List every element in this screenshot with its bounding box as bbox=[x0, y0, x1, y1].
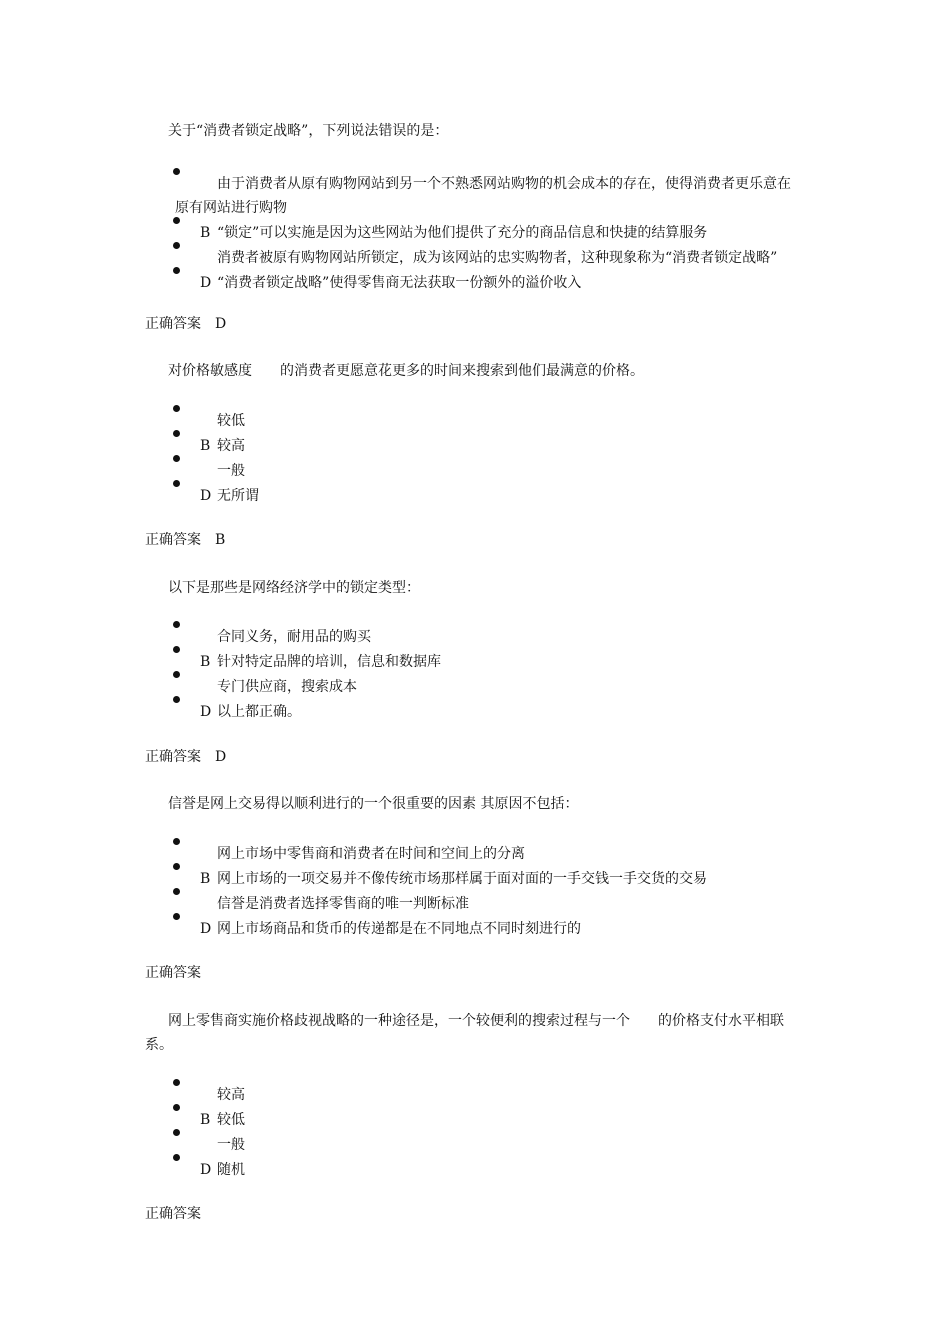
question-1-text: 关于“消费者锁定战略”，下列说法错误的是： bbox=[168, 123, 449, 139]
option-text: 较高 bbox=[217, 438, 245, 454]
bullet-icon bbox=[173, 168, 180, 175]
question-4-options bbox=[0, 842, 950, 942]
answer-value: D bbox=[215, 316, 227, 332]
answer-label: 正确答案 bbox=[145, 1206, 201, 1222]
answer-label: 正确答案 bbox=[145, 749, 201, 765]
option-item bbox=[0, 867, 950, 892]
question-2-text: 对价格敏感度 的消费者更愿意花更多的时间来搜索到他们最满意的价格。 bbox=[168, 363, 644, 379]
bullet-icon bbox=[173, 696, 180, 703]
bullet-icon bbox=[173, 671, 180, 678]
bullet-icon bbox=[173, 242, 180, 249]
bullet-icon bbox=[173, 217, 180, 224]
option-text: 一般 bbox=[217, 463, 245, 479]
option-text-line1: 由于消费者从原有购物网站到另一个不熟悉网站购物的机会成本的存在，使得消费者更乐意在 bbox=[217, 176, 791, 192]
option-item bbox=[0, 221, 950, 246]
option-text: 较高 bbox=[217, 1087, 245, 1103]
option-item bbox=[0, 650, 950, 675]
option-text: 一般 bbox=[217, 1137, 245, 1153]
option-item bbox=[0, 675, 950, 700]
bullet-icon bbox=[173, 888, 180, 895]
question-3-text: 以下是那些是网络经济学中的锁定类型： bbox=[168, 580, 420, 596]
bullet-icon bbox=[173, 863, 180, 870]
question-4-text: 信誉是网上交易得以顺利进行的一个很重要的因素 其原因不包括： bbox=[168, 796, 579, 812]
option-text: “锁定”可以实施是因为这些网站为他们提供了充分的商品信息和快捷的结算服务 bbox=[217, 225, 708, 241]
option-text: 网上市场中零售商和消费者在时间和空间上的分离 bbox=[217, 846, 525, 862]
option-letter: B bbox=[200, 438, 211, 454]
bullet-icon bbox=[173, 1129, 180, 1136]
option-item bbox=[0, 271, 950, 296]
option-item bbox=[0, 1108, 950, 1133]
answer-value: D bbox=[215, 749, 227, 765]
option-text: 消费者被原有购物网站所锁定，成为该网站的忠实购物者，这种现象称为“消费者锁定战略” bbox=[217, 250, 778, 266]
option-text: 针对特定品牌的培训，信息和数据库 bbox=[217, 654, 441, 670]
bullet-icon bbox=[173, 1154, 180, 1161]
option-text: 随机 bbox=[217, 1162, 245, 1178]
question-1-options bbox=[0, 172, 950, 296]
option-item bbox=[0, 1158, 950, 1183]
option-letter: D bbox=[200, 275, 212, 291]
question-5-text: 网上零售商实施价格歧视战略的一种途径是，一个较便利的搜索过程与一个 的价格支付水平相联系。 bbox=[145, 1013, 784, 1053]
option-letter: D bbox=[200, 921, 212, 937]
bullet-icon bbox=[173, 621, 180, 628]
answer-value: B bbox=[215, 532, 226, 548]
answer-label: 正确答案 bbox=[145, 532, 201, 548]
option-item bbox=[0, 484, 950, 509]
option-letter: B bbox=[200, 225, 211, 241]
option-text bbox=[175, 172, 807, 220]
answer-label: 正确答案 bbox=[145, 965, 201, 981]
bullet-icon bbox=[173, 430, 180, 437]
option-item bbox=[0, 409, 950, 434]
answer-5 bbox=[145, 1202, 215, 1226]
option-text-line2: 原有网站进行购物 bbox=[175, 200, 287, 216]
question-2-options bbox=[0, 409, 950, 509]
answer-4 bbox=[145, 961, 215, 985]
option-item bbox=[0, 1083, 950, 1108]
option-item bbox=[0, 246, 950, 271]
bullet-icon bbox=[173, 838, 180, 845]
option-text: 网上市场商品和货币的传递都是在不同地点不同时刻进行的 bbox=[217, 921, 581, 937]
bullet-icon bbox=[173, 267, 180, 274]
answer-3 bbox=[145, 745, 226, 769]
option-text: 较低 bbox=[217, 1112, 245, 1128]
bullet-icon bbox=[173, 1079, 180, 1086]
bullet-icon bbox=[173, 480, 180, 487]
option-text: 信誉是消费者选择零售商的唯一判断标准 bbox=[217, 896, 469, 912]
bullet-icon bbox=[173, 646, 180, 653]
question-3-options bbox=[0, 625, 950, 725]
option-item bbox=[0, 434, 950, 459]
option-item bbox=[0, 459, 950, 484]
bullet-icon bbox=[173, 1104, 180, 1111]
option-item bbox=[0, 172, 950, 221]
bullet-icon bbox=[173, 913, 180, 920]
option-text: 专门供应商，搜索成本 bbox=[217, 679, 357, 695]
option-item bbox=[0, 892, 950, 917]
option-item bbox=[0, 917, 950, 942]
bullet-icon bbox=[173, 455, 180, 462]
option-text: 以上都正确。 bbox=[217, 704, 301, 720]
option-text: “消费者锁定战略”使得零售商无法获取一份额外的溢价收入 bbox=[217, 275, 582, 291]
answer-2 bbox=[145, 528, 225, 552]
bullet-icon bbox=[173, 405, 180, 412]
option-text: 无所谓 bbox=[217, 488, 259, 504]
option-item bbox=[0, 1133, 950, 1158]
option-letter: B bbox=[200, 1112, 211, 1128]
option-text: 较低 bbox=[217, 413, 245, 429]
question-5-options bbox=[0, 1083, 950, 1183]
option-item bbox=[0, 625, 950, 650]
option-letter: B bbox=[200, 871, 211, 887]
option-text: 合同义务，耐用品的购买 bbox=[217, 629, 371, 645]
option-item bbox=[0, 700, 950, 725]
option-letter: D bbox=[200, 1162, 212, 1178]
answer-label: 正确答案 bbox=[145, 316, 201, 332]
option-letter: D bbox=[200, 488, 212, 504]
option-text: 网上市场的一项交易并不像传统市场那样属于面对面的一手交钱一手交货的交易 bbox=[217, 871, 707, 887]
option-item bbox=[0, 842, 950, 867]
option-letter: D bbox=[200, 704, 212, 720]
option-letter: B bbox=[200, 654, 211, 670]
answer-1 bbox=[145, 312, 226, 336]
